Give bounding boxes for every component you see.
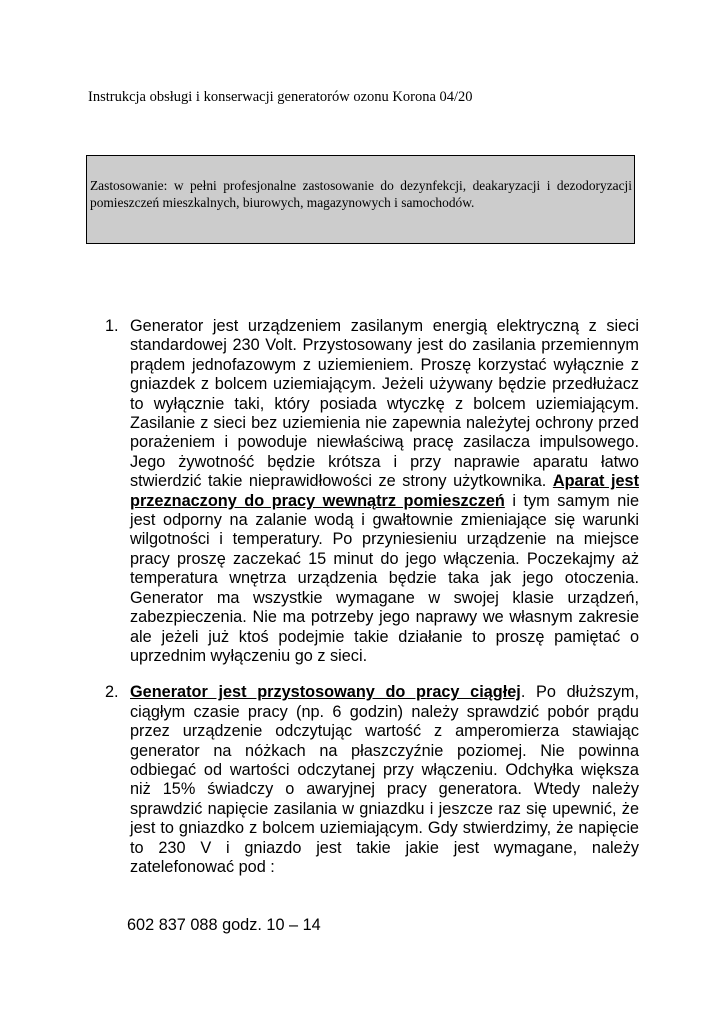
document-title: Instrukcja obsługi i konserwacji generatorów ozonu Korona 04/20 [88, 89, 473, 105]
item-text-before: Generator jest urządzeniem zasilanym energią elektryczną z sieci standardowej 230 Volt. Przystosowany jest do zasilania przemiennym prądem jednofazowym z uziemieniem. Proszę korzystać wyłącznie z gniazdek z bolcem uziemiającym. Jeżeli używany będzie przedłużacz to wyłącznie taki, który posiada wtyczkę z bolcem uziemiającym. Zasilanie z sieci bez uziemienia nie zapewnia należytej ochrony przed porażeniem i powoduje niewłaściwą pracę zasilacza impulsowego. Jego żywotność będzie krótsza i przy naprawie aparatu łatwo stwierdzić takie nieprawidłowości ze strony użytkownika. [130, 317, 639, 491]
item-number: 1. [105, 317, 119, 335]
item-emphasis: Generator jest przystosowany do pracy ciągłej [130, 683, 521, 702]
list-item [105, 683, 639, 877]
instruction-list [105, 317, 639, 877]
contact-phone: 602 837 088 godz. 10 – 14 [127, 916, 321, 934]
item-emphasis: Aparat jest przeznaczony do pracy wewnątrz pomieszczeń [130, 472, 639, 510]
application-info-box: Zastosowanie: w pełni profesjonalne zastosowanie do dezynfekcji, deakaryzacji i dezodoryzacji pomieszczeń mieszkalnych, biurowych, magazynowych i samochodów. [86, 155, 635, 244]
item-text-after: i tym samym nie jest odporny na zalanie wodą i gwałtownie zmieniające się warunki wilgotności i temperatury. Po przyniesieniu urządzenie na miejsce pracy proszę zaczekać 15 minut do jego włączenia. Poczekajmy aż temperatura wnętrza urządzenia będzie taka jak jego otoczenia. Generator ma wszystkie wymagane w swojej klasie urządzeń, zabezpieczenia. Nie ma potrzeby jego naprawy we własnym zakresie ale jeżeli już ktoś podejmie takie działanie to proszę pamiętać o uprzednim wyłączeniu go z sieci. [130, 491, 639, 665]
item-text-after: . Po dłuższym, ciągłym czasie pracy (np. 6 godzin) należy sprawdzić pobór prądu przez urządzenie odczytując wartość z amperomierza stawiając generator na nóżkach na płaszczyźnie poziomej. Nie powinna odbiegać od wartości odczytanej przy włączeniu. Odchyłka większa niż 15% świadczy o awaryjnej pracy generatora. Wtedy należy sprawdzić napięcie zasilania w gniazdku i jeszcze raz się upewnić, że jest to gniazdko z bolcem uziemiającym. Gdy stwierdzimy, że napięcie to 230 V i gniazdo jest takie jakie jest wymagane, należy zatelefonować pod : [130, 683, 639, 876]
item-number: 2. [105, 683, 119, 702]
list-item [105, 317, 639, 666]
